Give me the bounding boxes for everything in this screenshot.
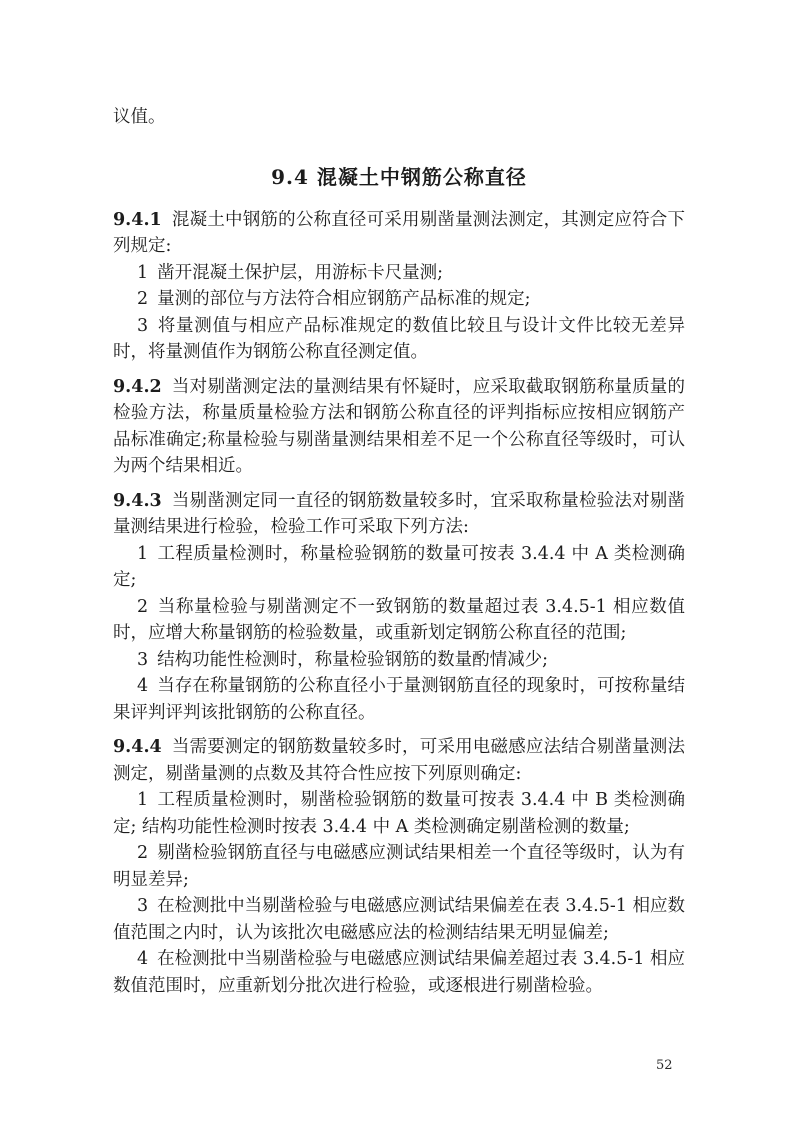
item-number: 4 [137, 949, 149, 969]
item-number: 1 [137, 262, 149, 283]
item-text: 工程质量检测时，称量检验钢筋的数量可按表 3.4.4 中 A 类检测确定; [113, 543, 685, 590]
clause-paragraph [113, 374, 685, 480]
item-number: 2 [137, 596, 149, 617]
item-text: 在检测批中当剔凿检验与电磁感应测试结果偏差在表 3.4.5-1 相应数值范围之内时，认为该批次电磁感应法的检测结结果无明显偏差; [113, 896, 685, 943]
section-heading: 9.4 混凝土中钢筋公称直径 [271, 164, 527, 189]
clause-item [113, 313, 685, 366]
clause-text: 当剔凿测定同一直径的钢筋数量较多时，宜采取称量检验法对剔凿量测结果进行检验，检验工作可采取下列方法: [113, 490, 685, 537]
item-number: 1 [137, 790, 149, 810]
clause-9-4-3 [113, 488, 685, 727]
clause-item [113, 946, 685, 999]
clause-paragraph [113, 488, 685, 541]
item-text: 在检测批中当剔凿检验与电磁感应测试结果偏差超过表 3.4.5-1 相应数值范围时，应重新划分批次进行检验，或逐根进行剔凿检验。 [113, 949, 685, 996]
item-text: 剔凿检验钢筋直径与电磁感应测试结果相差一个直径等级时，认为有明显差异; [113, 843, 685, 890]
clause-item [113, 647, 685, 674]
item-text: 凿开混凝土保护层，用游标卡尺量测; [157, 262, 444, 283]
clause-number: 9.4.3 [113, 490, 162, 511]
clause-9-4-4 [113, 734, 685, 999]
item-number: 3 [137, 896, 149, 916]
item-number: 1 [137, 543, 149, 564]
page-content [113, 104, 685, 999]
clause-9-4-1 [113, 207, 685, 366]
clause-text: 混凝土中钢筋的公称直径可采用剔凿量测法测定，其测定应符合下列规定: [113, 209, 685, 256]
clause-item [113, 260, 685, 287]
clause-item [113, 541, 685, 594]
item-text: 工程质量检测时，剔凿检验钢筋的数量可按表 3.4.4 中 B 类检测确定; 结构功能性检测时按表 3.4.4 中 A 类检测确定剔凿检测的数量; [113, 790, 685, 837]
clause-item [113, 286, 685, 313]
clause-item [113, 673, 685, 726]
page-number: 52 [656, 1058, 673, 1073]
clause-number: 9.4.1 [113, 209, 162, 230]
clause-item [113, 893, 685, 946]
item-text: 结构功能性检测时，称量检验钢筋的数量酌情减少; [157, 649, 549, 670]
clause-text: 当需要测定的钢筋数量较多时，可采用电磁感应法结合剔凿量测法测定，剔凿量测的点数及其符合性应按下列原则确定: [113, 737, 685, 784]
item-number: 2 [137, 289, 149, 309]
clause-item [113, 787, 685, 840]
item-text: 当存在称量钢筋的公称直径小于量测钢筋直径的现象时，可按称量结果评判评判该批钢筋的公称直径。 [113, 676, 685, 723]
clause-paragraph [113, 734, 685, 787]
item-number: 4 [137, 676, 149, 696]
item-number: 2 [137, 843, 149, 863]
item-text: 将量测值与相应产品标准规定的数值比较且与设计文件比较无差异时，将量测值作为钢筋公称直径测定值。 [113, 315, 685, 362]
clause-9-4-2 [113, 374, 685, 480]
item-number: 3 [137, 649, 149, 670]
item-text: 当称量检验与剔凿测定不一致钢筋的数量超过表 3.4.5-1 相应数值时，应增大称量钢筋的检验数量，或重新划定钢筋公称直径的范围; [113, 596, 685, 643]
clause-text: 当对剔凿测定法的量测结果有怀疑时，应采取截取钢筋称量质量的检验方法，称量质量检验方法和钢筋公称直径的评判指标应按相应钢筋产品标准确定;称量检验与剔凿量测结果相差不足一个公称直径等级时，可认为两个结果相近。 [113, 376, 685, 476]
clause-paragraph [113, 207, 685, 260]
clause-item [113, 840, 685, 893]
clause-number: 9.4.2 [113, 376, 162, 397]
clause-item [113, 594, 685, 647]
item-number: 3 [137, 315, 149, 336]
item-text: 量测的部位与方法符合相应钢筋产品标准的规定; [157, 289, 531, 309]
leading-paragraph-fragment: 议值。 [113, 107, 166, 127]
clause-number: 9.4.4 [113, 737, 162, 757]
